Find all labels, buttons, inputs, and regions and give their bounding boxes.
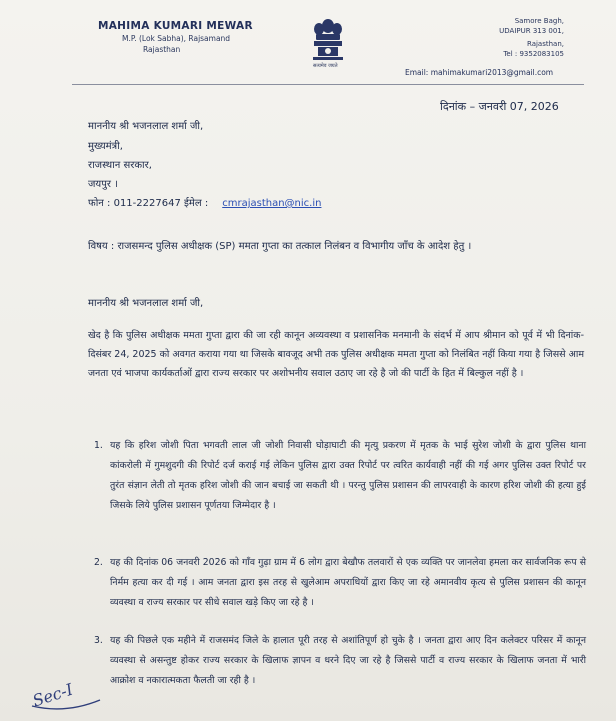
list-item-text: यह की पिछले एक महीने में राजसमंद जिले के हालात पूरी तरह से अशांतिपूर्ण हो चुके है । जनता द्वारा आए दिन कलेक्टर परिसर में कानून व्यवस्था से असन्तुष्ट होकर राज्य सरकार के खिलाफ ज्ञापन व धरने दिए जा रहे है जिससे पार्टी व राज्य सरकार के खिलाफ जनता में भारी आक्रोश व नकारात्मकता फैलती जा रही है ।	[110, 635, 586, 686]
recipient-name: माननीय श्री भजनलाल शर्मा जी,	[88, 121, 204, 132]
letterhead-name: MAHIMA KUMARI MEWAR	[98, 20, 253, 32]
recipient-city: जयपुर ।	[88, 179, 118, 190]
letterhead-state: Rajasthan	[143, 45, 181, 54]
address-line: UDAIPUR 313 001,	[499, 27, 564, 35]
letterhead-divider	[72, 84, 584, 85]
handwritten-margin-note	[26, 656, 106, 716]
letterhead-designation: M.P. (Lok Sabha), Rajsamand	[122, 34, 231, 43]
margin-note-text: Sec-I	[30, 679, 76, 711]
letter-subject: विषय : राजसमन्द पुलिस अधीक्षक (SP) ममता गुप्ता का तत्काल निलंबन व विभागीय जाँच के आदेश हेतु ।	[88, 241, 472, 252]
list-item	[94, 436, 586, 516]
recipient-government: राजस्थान सरकार,	[88, 160, 152, 171]
recipient-phone: फोन : 011-2227647 ईमेल :	[88, 198, 209, 209]
list-item-text: यह कि हरिश जोशी पिता भगवती लाल जी जोशी निवासी घोड़ाघाटी की मृत्यु प्रकरण में मृतक के भाई सुरेश जोशी के द्वारा पुलिस थाना कांकरोली में गुमशुदगी की रिपोर्ट दर्ज कराई गई लेकिन पुलिस द्वारा उक्त रिपोर्ट पर त्वरित कार्यवाही नहीं की गई अगर पुलिस उक्त रिपोर्ट पर तुरंत संज्ञान लेती तो मृतक हरिश जोशी की जान बचाई जा सकती थी । परन्तु पुलिस प्रशासन की लापरवाही के कारण हरिश जोशी की हत्या हुई जिसके लिये पुलिस प्रशासन पूर्णतया जिम्मेदार है ।	[110, 440, 586, 511]
list-item	[94, 631, 586, 691]
letterhead-email: Email: mahimakumari2013@gmail.com	[405, 68, 554, 77]
recipient-email-link[interactable]: cmrajasthan@nic.in	[222, 198, 322, 209]
letter-date: दिनांक – जनवरी 07, 2026	[440, 100, 559, 113]
recipient-title: मुख्यमंत्री,	[88, 141, 123, 152]
address-line: Samore Bagh,	[514, 17, 564, 25]
emblem-caption: सत्यमेव जयते	[313, 63, 338, 69]
recipient-contact	[88, 195, 321, 209]
address-line: Rajasthan,	[526, 40, 564, 48]
national-emblem-icon	[308, 14, 348, 70]
list-item	[94, 553, 586, 613]
list-item-number: 3.	[94, 635, 103, 646]
body-paragraph: खेद है कि पुलिस अधीक्षक ममता गुप्ता द्वारा की जा रही कानून अव्यवस्था व प्रशासनिक मनमानी के संदर्भ में आप श्रीमान को पूर्व में भी दिनांक- दिसंबर 24, 2025 को अवगत कराया गया था जिसके बावजूद अभी तक पुलिस अधीक्षक ममता गुप्ता को निलंबित नहीं किया गया है जिससे आम जनता एवं भाजपा कार्यकर्ताओं द्वारा राज्य सरकार पर अशोभनीय सवाल उठाए जा रहे है जो की पार्टी के हित में बिल्कुल नहीं है ।	[88, 330, 584, 379]
list-item-number: 1.	[94, 440, 103, 451]
list-item-text: यह की दिनांक 06 जनवरी 2026 को गाँव गुढ़ा ग्राम में 6 लोग द्वारा बेखौफ तलवारों से एक व्यक्ति पर जानलेवा हमला कर सार्वजनिक रूप से निर्मम हत्या कर दी गई । आम जनता द्वारा इस तरह से खुलेआम अपराधियों द्वारा किए जा रहे अमानवीय कृत्य से पुलिस प्रशासन की कानून व्यवस्था व राज्य सरकार पर सीधे सवाल खड़े किए जा रहे है ।	[110, 557, 586, 608]
address-line: Tel : 9352083105	[503, 50, 564, 58]
list-item-number: 2.	[94, 557, 103, 568]
salutation: माननीय श्री भजनलाल शर्मा जी,	[88, 298, 204, 309]
